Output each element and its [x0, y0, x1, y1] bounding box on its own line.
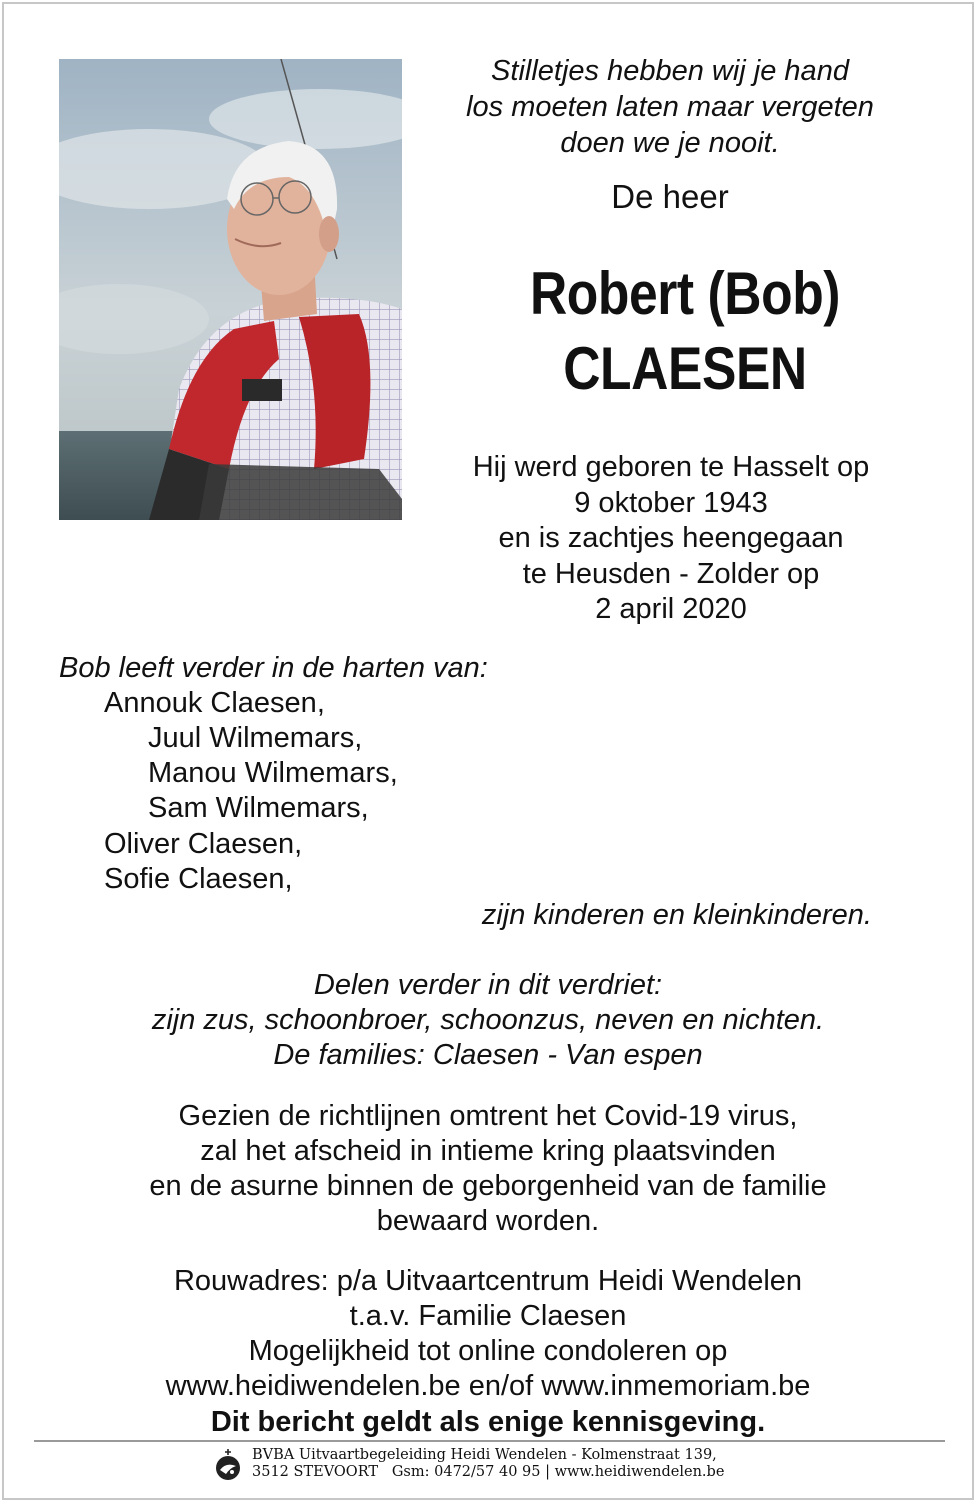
sole-notice: Dit bericht geldt als enige kennisgeving. — [210, 1406, 766, 1438]
family-relation: zijn kinderen en kleinkinderen. — [481, 899, 872, 931]
death-date: 2 april 2020 — [595, 593, 747, 625]
covid-line: Gezien de richtlijnen omtrent het Covid-19 virus, — [178, 1100, 798, 1132]
sharing-grief — [0, 968, 976, 1073]
memorial-poem — [430, 53, 910, 161]
covid-line: zal het afscheid in intieme kring plaatsvinden — [200, 1135, 776, 1167]
sharing-line: zijn zus, schoonbroer, schoonzus, neven en nichten. — [151, 1004, 825, 1036]
birth-death-line: te Heusden - Zolder op — [522, 557, 820, 590]
address-line: t.a.v. Familie Claesen — [349, 1300, 627, 1332]
poem-line: Stilletjes hebben wij je hand — [491, 55, 849, 87]
funeral-home-contact: 3512 STEVOORT Gsm: 0472/57 40 95 | www.heidiwendelen.be — [252, 1464, 725, 1480]
birth-death-line: Hij werd geboren te Hasselt op — [472, 451, 870, 483]
poem-line: los moeten laten maar vergeten — [466, 91, 874, 123]
family-member: Manou Wilmemars, — [148, 757, 398, 789]
portrait-photo — [59, 59, 402, 520]
condolence-links: www.heidiwendelen.be en/of www.inmemoriam.be — [165, 1370, 811, 1402]
covid-line: en de asurne binnen de geborgenheid van de familie — [149, 1170, 827, 1202]
condolence-address — [0, 1264, 976, 1404]
deceased-surname: CLAESEN — [563, 335, 807, 402]
address-line: Mogelijkheid tot online condoleren op — [248, 1335, 728, 1367]
honorific: De heer — [611, 178, 729, 215]
footer-divider — [34, 1440, 945, 1442]
family-member: Sofie Claesen, — [104, 863, 293, 895]
family-member: Annouk Claesen, — [104, 687, 325, 719]
birth-date: 9 oktober 1943 — [574, 486, 768, 519]
poem-line: doen we je nooit. — [560, 127, 780, 159]
funeral-home-logo-icon — [214, 1448, 242, 1482]
sharing-line: De families: Claesen - Van espen — [273, 1039, 703, 1071]
family-member: Juul Wilmemars, — [148, 722, 363, 754]
covid-line: bewaard worden. — [376, 1205, 600, 1237]
birth-death-info — [420, 450, 922, 628]
family-intro: Bob leeft verder in de harten van: — [59, 652, 488, 684]
birth-death-line: en is zachtjes heengegaan — [498, 522, 844, 554]
covid-notice — [0, 1099, 976, 1239]
funeral-home-details — [252, 1447, 724, 1481]
sharing-line: Delen verder in dit verdriet: — [313, 969, 663, 1001]
address-line: Rouwadres: p/a Uitvaartcentrum Heidi Wendelen — [173, 1265, 803, 1297]
family-member: Oliver Claesen, — [104, 828, 303, 860]
family-member: Sam Wilmemars, — [148, 792, 369, 824]
funeral-home-address: BVBA Uitvaartbegeleiding Heidi Wendelen - Kolmenstraat 139, — [252, 1447, 717, 1463]
deceased-given-name: Robert (Bob) — [529, 260, 841, 327]
